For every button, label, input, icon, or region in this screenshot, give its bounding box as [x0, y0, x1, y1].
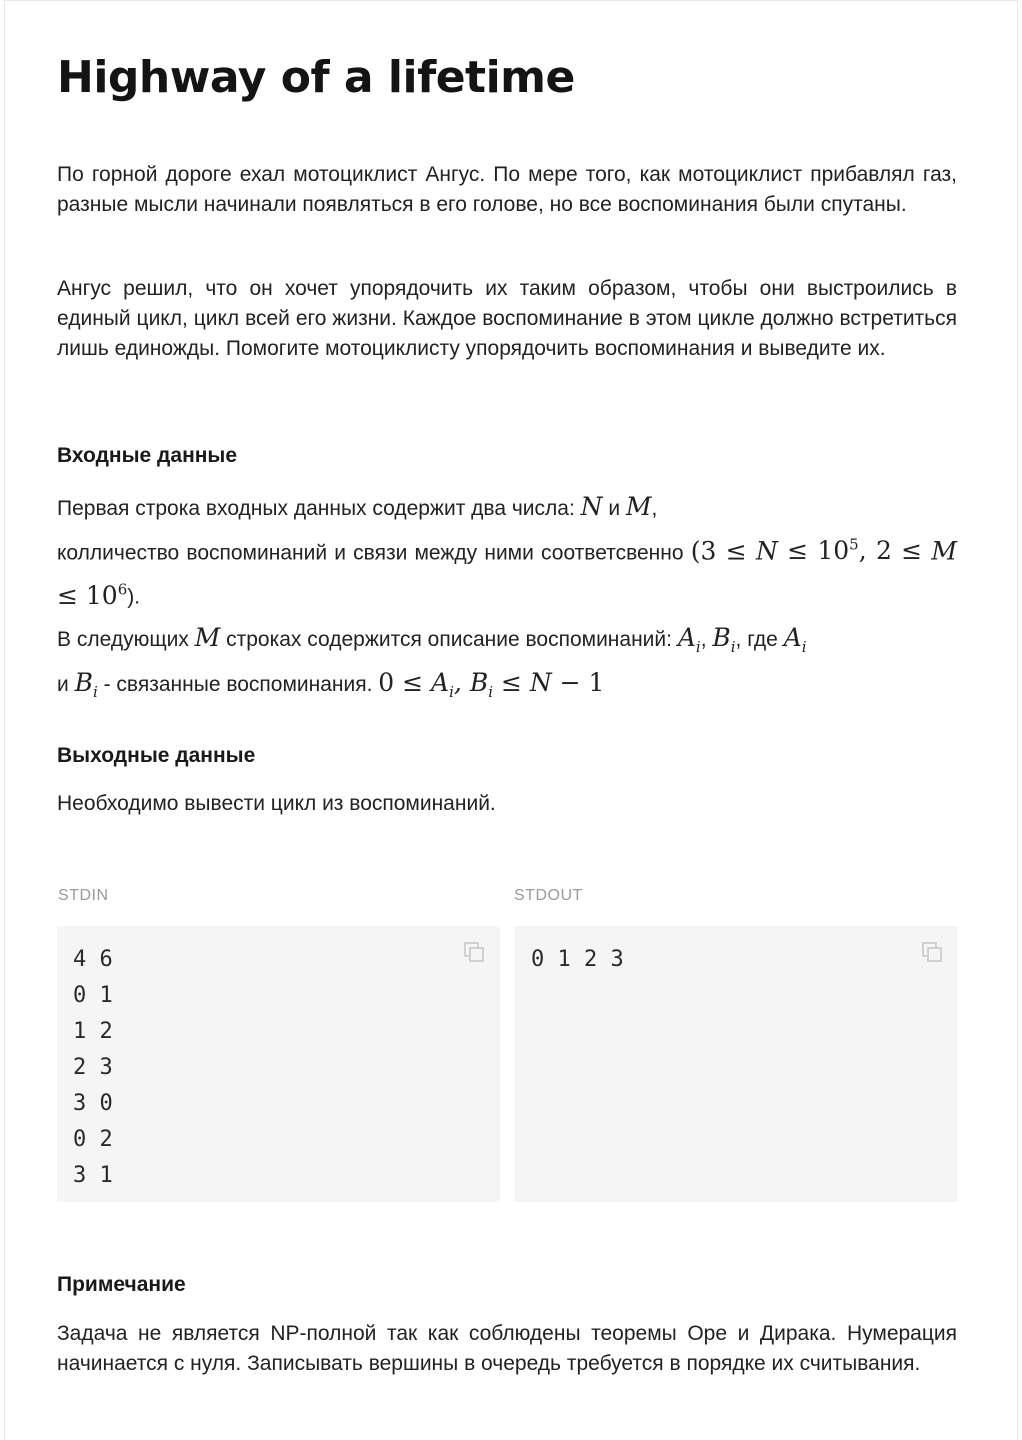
input-text: строках содержится описание воспоминаний: — [220, 628, 678, 651]
input-text: и — [602, 497, 626, 520]
output-heading: Выходные данные — [57, 744, 256, 767]
input-heading: Входные данные — [57, 444, 238, 467]
statement-paragraph-1: По горной дороге ехал мотоциклист Ангус. По мере того, как мотоциклист прибавлял газ, разные мысли начинали появляться в его голове, но все воспоминания были спутаны. — [57, 163, 957, 216]
note-text: Задача не является NP-полной так как соблюдены теоремы Оре и Дирака. Нумерация начинается с нуля. Записывать вершины в очередь требуется в порядке их считывания. — [57, 1322, 957, 1375]
input-text: , — [651, 497, 658, 520]
input-paragraph-2: В следующих M строках содержится описание воспоминаний: $A_i$, $B_i$, где $A_i$ и $B_i$ - связанные воспоминания. $0 \le A_i$, $B_i \le N - 1$ — [57, 623, 807, 701]
stdout-content[interactable]: 0 1 2 3 — [531, 947, 624, 972]
input-text: колличество воспоминаний и связи между ними соответсвенно — [57, 541, 691, 565]
input-text: В следующих — [57, 628, 195, 651]
problem-title: Highway of a lifetime — [57, 52, 575, 103]
stdin-label: STDIN — [58, 887, 109, 904]
copy-icon[interactable] — [920, 940, 944, 964]
statement-paragraph-2: Ангус решил, что он хочет упорядочить их таким образом, чтобы они выстроились в единый цикл, цикл всей его жизни. Каждое воспоминание в этом цикле должно встретиться лишь единожды. Помогите мотоциклисту упорядочить воспоминания и выведите их. — [57, 277, 957, 360]
stdout-box — [515, 926, 957, 1202]
stdout-label: STDOUT — [514, 887, 583, 904]
stdin-box — [57, 926, 500, 1202]
input-text: - связанные воспоминания. — [97, 673, 379, 696]
note-heading: Примечание — [57, 1273, 186, 1296]
input-paragraph-1: Первая строка входных данных содержит два числа: N и M, колличество воспоминаний и связи между ними соответсвенно ($3 \le N \le 10^5$, $2 \le M \le 10^6$). — [57, 492, 958, 610]
input-text: Первая строка входных данных содержит два числа: — [57, 497, 581, 520]
copy-icon[interactable] — [462, 940, 486, 964]
input-text: , где — [735, 628, 784, 651]
input-text: и — [57, 673, 75, 696]
output-text: Необходимо вывести цикл из воспоминаний. — [57, 792, 496, 815]
stdin-content[interactable]: 4 6 0 1 1 2 2 3 3 0 0 2 3 1 — [73, 947, 113, 1188]
